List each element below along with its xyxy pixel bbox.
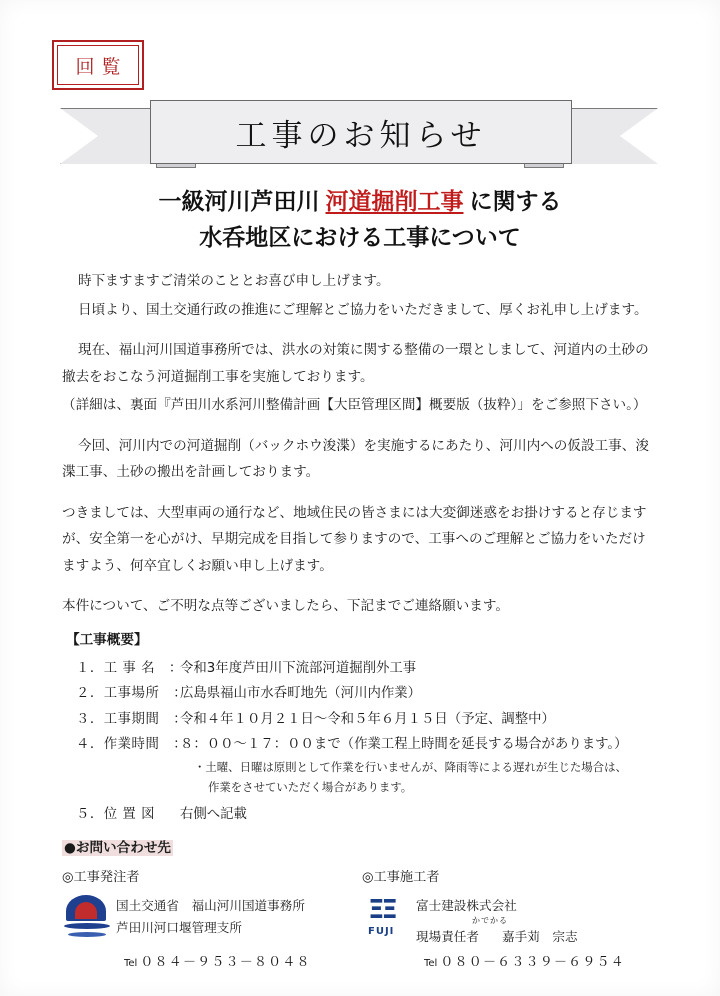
- kairan-stamp: [52, 40, 144, 90]
- fuji-logo-icon: [362, 893, 416, 947]
- outline-row: [76, 681, 662, 706]
- work-outline-title: 【工事概要】: [66, 632, 148, 648]
- mlit-logo-icon: [62, 893, 116, 947]
- paragraph-1: 現在、福山河川国道事務所では、洪水の対策に関する整備の一環としまして、河道内の土砂の撤去をおこなう河道掘削工事を実施しております。: [62, 342, 649, 385]
- outline-value: 右側へ記載: [180, 806, 247, 822]
- contact-heading-text: ●お問い合わせ先: [64, 840, 172, 856]
- contractor-company-name: 富士建設株式会社: [416, 898, 517, 913]
- client-telephone: [124, 951, 362, 970]
- outline-label: ３．工事期間 ：: [76, 711, 188, 727]
- headline-pre: 一級河川芦田川: [158, 188, 320, 215]
- headline-line-2: 水呑地区における工事について: [199, 223, 521, 251]
- outline-value: 広島県福山市水呑町地先（河川内作業）: [180, 686, 422, 702]
- kairan-stamp-text: 回覧: [57, 45, 139, 85]
- contact-column-client: [62, 866, 362, 970]
- ribbon-center: [150, 100, 572, 164]
- client-org-text: [116, 893, 305, 938]
- outline-row: [76, 707, 662, 732]
- page-headline: [0, 184, 720, 255]
- paragraph-1-note: （詳細は、裏面『芦田川水系河川整備計画【大臣管理区間】概要版（抜粋）」をご参照下さい。）: [62, 397, 647, 413]
- work-outline-section: [62, 628, 662, 827]
- outline-note-line-1: ・土曜、日曜は原則として作業を行いませんが、降雨等による遅れが生じた場合は、: [194, 759, 627, 774]
- outline-row: [76, 802, 662, 827]
- outline-value: 令和４年１０月２１日～令和５年６月１５日（予定、調整中）: [180, 711, 555, 727]
- outline-value: ８：００～１７：００まで（作業工程上時間を延長する場合があります。）: [180, 737, 628, 753]
- greeting-line-1: 時下ますますご清栄のこととお喜び申し上げます。: [78, 273, 390, 289]
- outline-label: ５．位 置 図: [76, 806, 155, 822]
- paragraph-3: つきましては、大型車両の通行など、地域住民の皆さまには大変御迷惑をお掛けすると存じますが、安全第一を心がけ、早期完成を目指して参りますので、工事へのご理解とご協力をいただけますよう、何卒宜しくお願い申し上げます。: [62, 504, 647, 574]
- fuji-logo-mark: ΞΞ: [368, 895, 395, 925]
- outline-row: [76, 656, 662, 681]
- client-tel-label: Tel: [124, 958, 138, 969]
- document-title: 工事のお知らせ: [235, 117, 487, 154]
- body-text: [62, 268, 658, 634]
- headline-post: に関する: [469, 188, 562, 215]
- ribbon-banner: [60, 100, 660, 172]
- client-org: [62, 893, 362, 947]
- contractor-telephone: [424, 951, 662, 970]
- contractor-tel-number: ０８０－６３３９－６９５４: [440, 955, 625, 971]
- outline-value: 令和3年度芦田川下流部河道掘削外工事: [180, 660, 417, 676]
- headline-line-1: [0, 184, 720, 220]
- contractor-name: 嘉手苅 宗志: [502, 928, 578, 944]
- contractor-name-ruby: かでかる: [472, 915, 508, 925]
- contact-column-contractor: [362, 866, 662, 970]
- contractor-label: ◎工事施工者: [362, 870, 440, 885]
- outline-note-line-2: 作業をさせていただく場合があります。: [208, 779, 413, 794]
- greeting-line-2: 日頃より、国土交通行政の推進にご理解とご協力をいただきまして、厚くお礼申し上げます。: [78, 301, 648, 318]
- contractor-org: [362, 893, 662, 947]
- contact-columns: [62, 866, 662, 970]
- paragraph-4: 本件について、ご不明な点等ございましたら、下記までご連絡願います。: [62, 598, 509, 614]
- contractor-tel-label: Tel: [424, 958, 438, 970]
- fuji-logo-word: FUJI: [368, 926, 395, 937]
- outline-label: ４．作業時間 ：: [76, 737, 188, 753]
- client-tel-number: ０８４－９５３－８０４８: [140, 955, 311, 970]
- outline-label: ２．工事場所 ：: [76, 686, 188, 702]
- paragraph-2: 今回、河川内での河道掘削（バックホウ浚渫）を実施するにあたり、河川内への仮設工事、浚渫工事、土砂の搬出を計画しております。: [62, 437, 649, 480]
- contact-heading: [62, 836, 173, 856]
- contractor-name-label: 現場責任者: [416, 928, 479, 944]
- contractor-name-row: [416, 926, 578, 948]
- outline-label: １．工 事 名 ：: [76, 660, 183, 676]
- outline-row: [76, 732, 662, 757]
- client-label: ◎工事発注者: [62, 870, 140, 885]
- headline-emphasis: 河道掘削工事: [325, 188, 464, 215]
- client-org-line-2: 芦田川河口堰管理支所: [116, 919, 242, 935]
- client-org-line-1: 国土交通省 福山河川国道事務所: [116, 898, 305, 913]
- contractor-org-text: [416, 893, 578, 947]
